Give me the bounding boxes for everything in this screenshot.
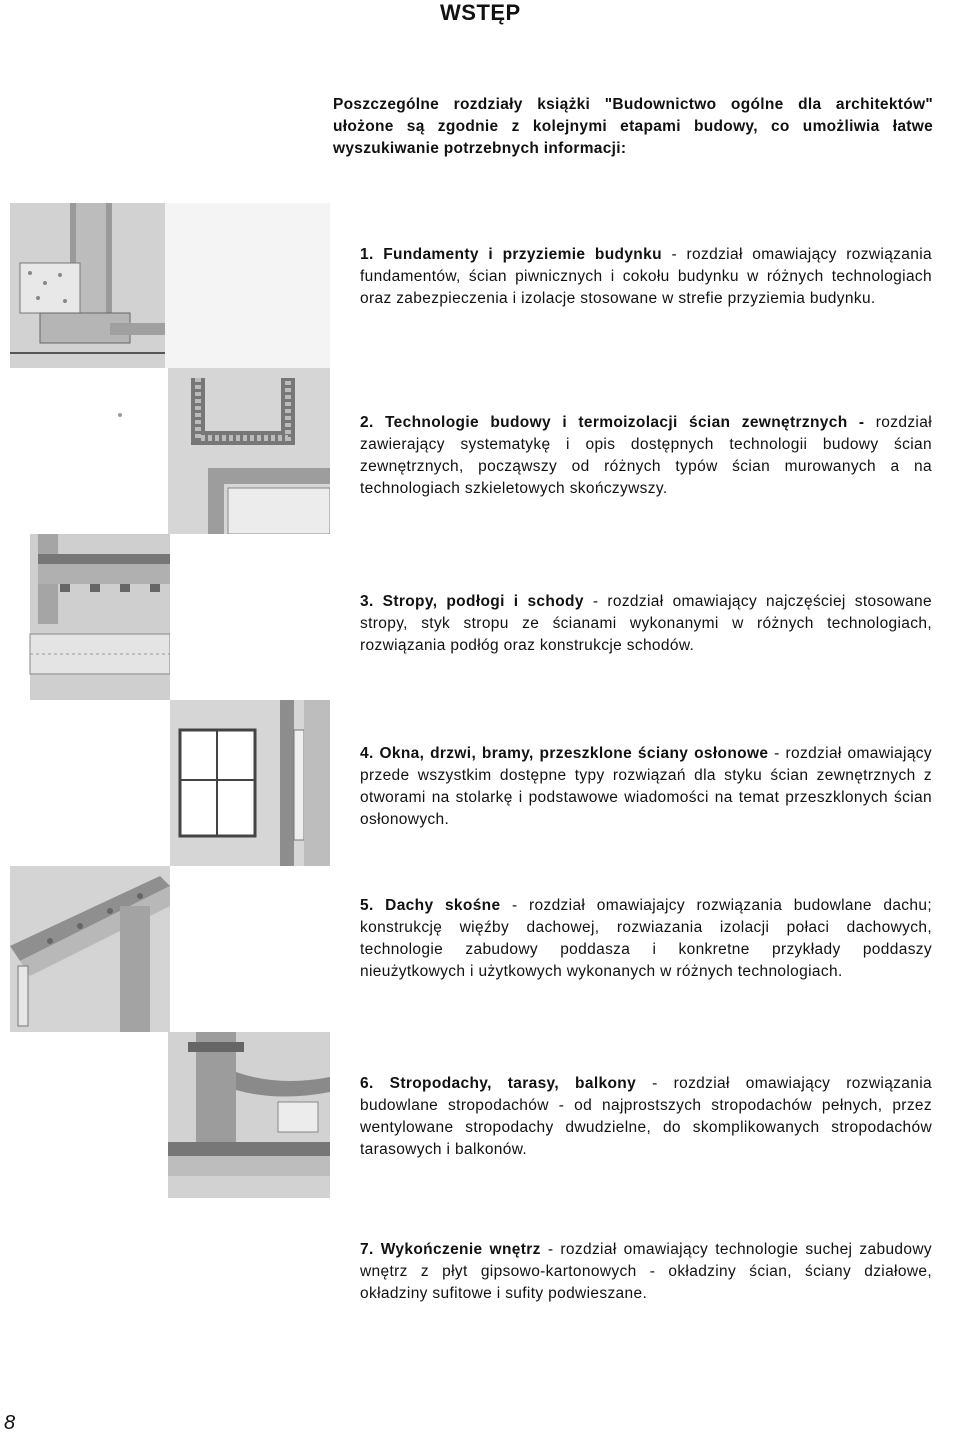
section-heading: Wykończenie wnętrz — [380, 1241, 541, 1258]
section-5 — [360, 895, 932, 983]
section-7 — [360, 1239, 932, 1305]
wall-insulation-sketch-left — [10, 368, 168, 534]
section-1 — [360, 244, 932, 310]
section-4 — [360, 743, 932, 831]
section-2 — [360, 412, 932, 500]
section-number: 5. — [360, 897, 374, 914]
section-number: 6. — [360, 1075, 374, 1092]
section-number: 3. — [360, 593, 374, 610]
section-heading: Stropodachy, tarasy, balkony — [389, 1075, 637, 1092]
section-text: - rozdział omawiajajcy rozwiązania budowlane dachu; konstrukcję więźby dachowej, rozwiazania izolacji połaci dachowych, technologie zabudowy poddasza i konkretne przykłady poddaszy nieużytkowych i użytkowych wykonanych w różnych technologiach. — [360, 897, 932, 980]
pitched-roof-detail-drawing — [10, 866, 170, 1032]
page-title: WSTĘP — [440, 0, 521, 25]
section-text: - rozdział omawiający najczęściej stosowane stropy, styk stropu ze ścianami wykonanymi w różnych technologiach, rozwiązania podłóg oraz konstrukcje schodów. — [360, 593, 932, 654]
section-text: - rozdział omawiający rozwiązania fundamentów, ścian piwnicznych i cokołu budynku w różnych technologiach oraz zabezpieczenia i izolacje stosowane w strefie przyziemia budynku. — [360, 246, 932, 307]
section-3 — [360, 591, 932, 657]
section-heading: Technologie budowy i termoizolacji ścian zewnętrznych - — [385, 414, 865, 431]
intro-paragraph: Poszczególne rozdziały książki "Budownictwo ogólne dla architektów" ułożone są zgodnie z kolejnymi etapami budowy, co umożliwia łatwe wyszukiwanie potrzebnych informacji: — [333, 96, 933, 157]
wall-insulation-detail-drawing — [168, 368, 330, 534]
section-heading: Dachy skośne — [385, 897, 501, 914]
section-number: 4. — [360, 745, 374, 762]
section-text: rozdział zawierający systematykę i opis dostępnych technologii budowy ścian zewnętrznych, począwszy od różnych typów ścian murowanych a na technologiach szkieletowych skończywszy. — [360, 414, 932, 497]
flat-roof-detail-drawing — [168, 1032, 330, 1198]
section-6 — [360, 1073, 932, 1161]
section-heading: Okna, drzwi, bramy, przeszklone ściany osłonowe — [379, 745, 769, 762]
section-text: - rozdział omawiający przede wszystkim dostępne typy rozwiązań dla styku ścian zewnętrznych z otworami na stolarkę i podstawowe wiadomości na temat przeszklonych ścian osłonowych. — [360, 745, 932, 828]
section-number: 7. — [360, 1241, 374, 1258]
section-number: 1. — [360, 246, 374, 263]
foundation-detail-drawing — [10, 203, 330, 369]
section-text: - rozdział omawiający rozwiązania budowlane stropodachów - od najprostszych stropodachów pełnych, przez wentylowane stropodachy dwudzielne, do skomplikowanych stropodachów tarasowych i balkonów. — [360, 1075, 932, 1158]
section-heading: Fundamenty i przyziemie budynku — [383, 246, 662, 263]
window-detail-drawing — [170, 700, 330, 866]
section-text: - rozdział omawiający technologie suchej zabudowy wnętrz z płyt gipsowo-kartonowych - okładziny ścian, ściany działowe, okładziny sufitowe i sufity podwieszane. — [360, 1241, 932, 1302]
section-heading: Stropy, podłogi i schody — [382, 593, 584, 610]
section-number: 2. — [360, 414, 374, 431]
floor-slab-detail-drawing — [10, 534, 170, 700]
page-number: 8 — [4, 1412, 16, 1434]
